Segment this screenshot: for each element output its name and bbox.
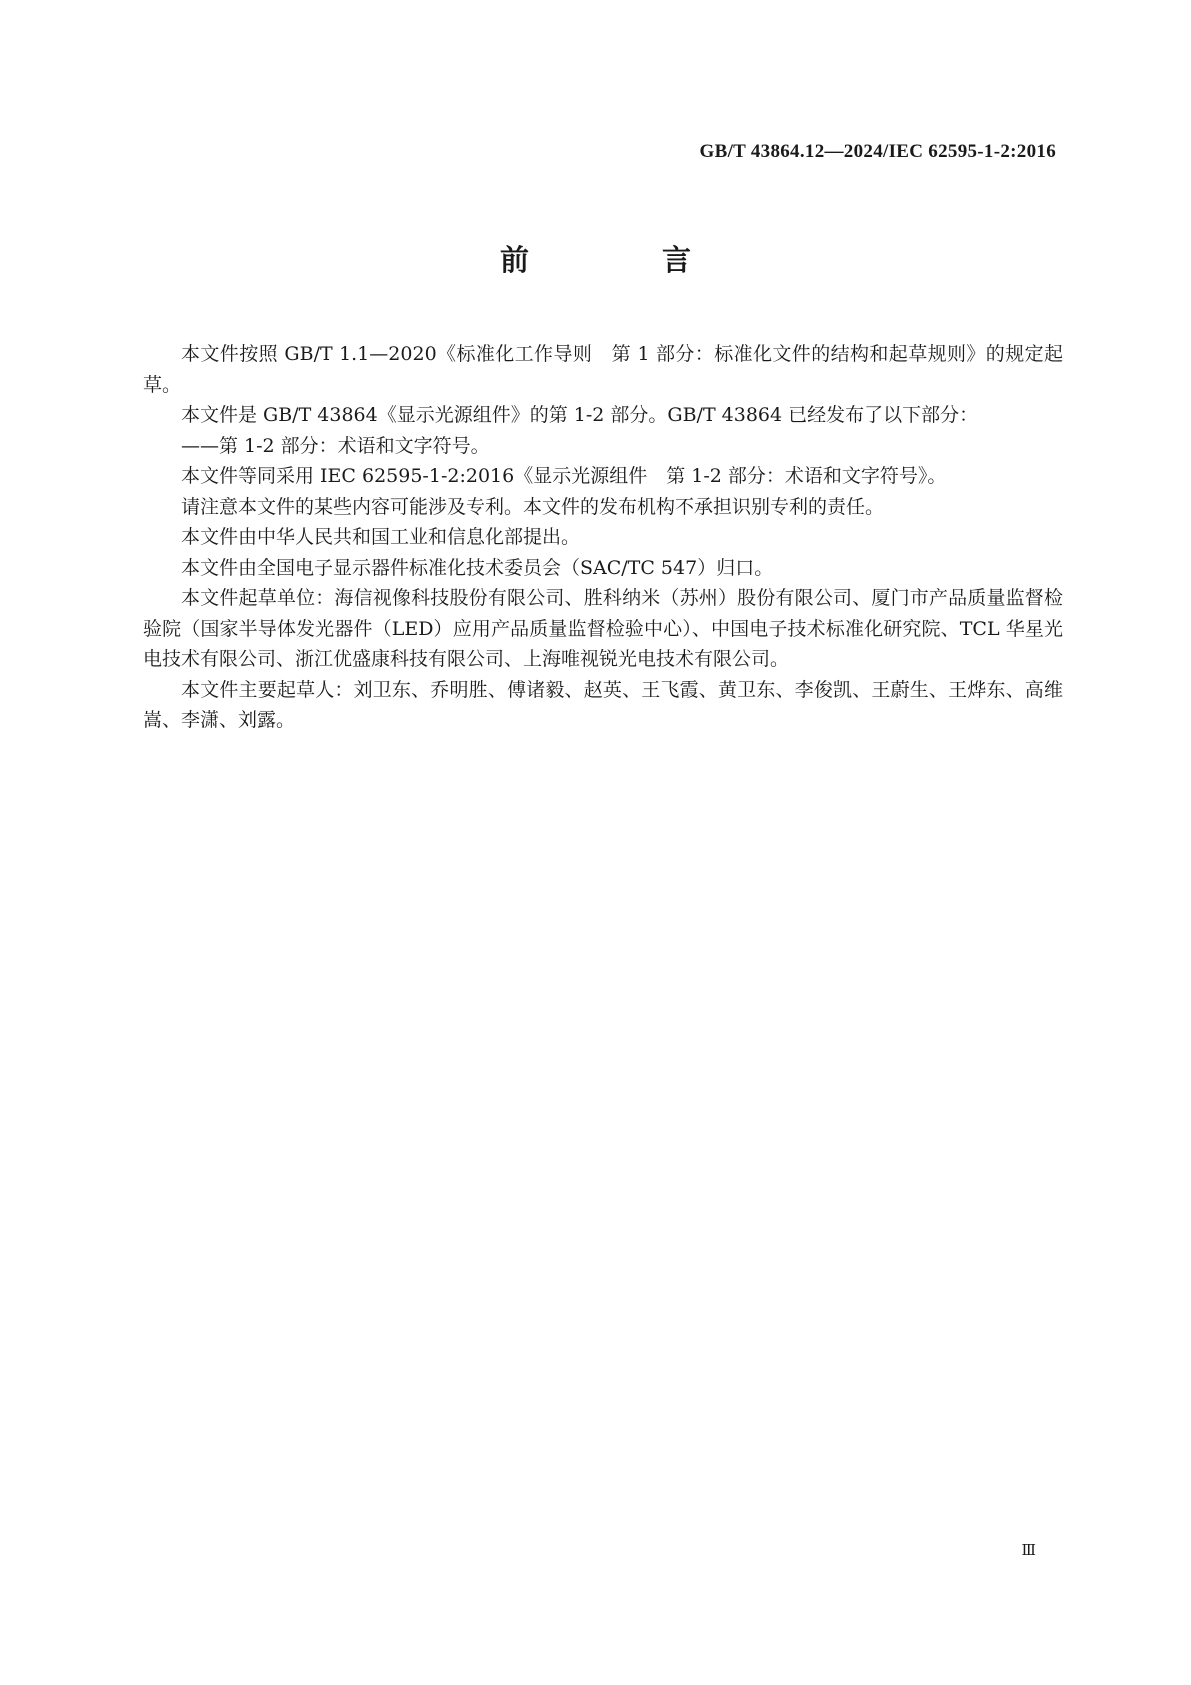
paragraph-proposer: 本文件由中华人民共和国工业和信息化部提出。: [181, 526, 581, 548]
document-body: [143, 339, 1063, 736]
paragraph-series-part: 本文件是 GB/T 43864《显示光源组件》的第 1-2 部分。GB/T 43864 已经发布了以下部分：: [181, 404, 979, 426]
paragraph-drafters: 本文件主要起草人：刘卫东、乔明胜、傅诸毅、赵英、王飞霞、黄卫东、李俊凯、王蔚生、王烨东、高维嵩、李潇、刘露。: [143, 678, 1063, 731]
standard-number: GB/T 43864.12—2024/IEC 62595-1-2:2016: [699, 141, 1056, 162]
paragraph-drafting-rules: 本文件按照 GB/T 1.1—2020《标准化工作导则 第 1 部分：标准化文件的结构和起草规则》的规定起草。: [143, 343, 1063, 396]
paragraph-adoption: 本文件等同采用 IEC 62595-1-2:2016《显示光源组件 第 1-2 部分：术语和文字符号》。: [181, 465, 947, 487]
paragraph-committee: 本文件由全国电子显示器件标准化技术委员会（SAC/TC 547）归口。: [181, 556, 774, 579]
paragraph-drafting-units: 本文件起草单位：海信视像科技股份有限公司、胜科纳米（苏州）股份有限公司、厦门市产品质量监督检验院（国家半导体发光器件（LED）应用产品质量监督检验中心）、中国电子技术标准化研究院、TCL 华星光电技术有限公司、浙江优盛康科技有限公司、上海唯视锐光电技术有限公司。: [143, 587, 1063, 670]
paragraph-patent-notice: 请注意本文件的某些内容可能涉及专利。本文件的发布机构不承担识别专利的责任。: [181, 495, 885, 518]
page-number: Ⅲ: [1021, 1543, 1036, 1559]
paragraph-published-part: ——第 1-2 部分：术语和文字符号。: [181, 434, 490, 457]
page-title: 前 言: [499, 243, 743, 277]
